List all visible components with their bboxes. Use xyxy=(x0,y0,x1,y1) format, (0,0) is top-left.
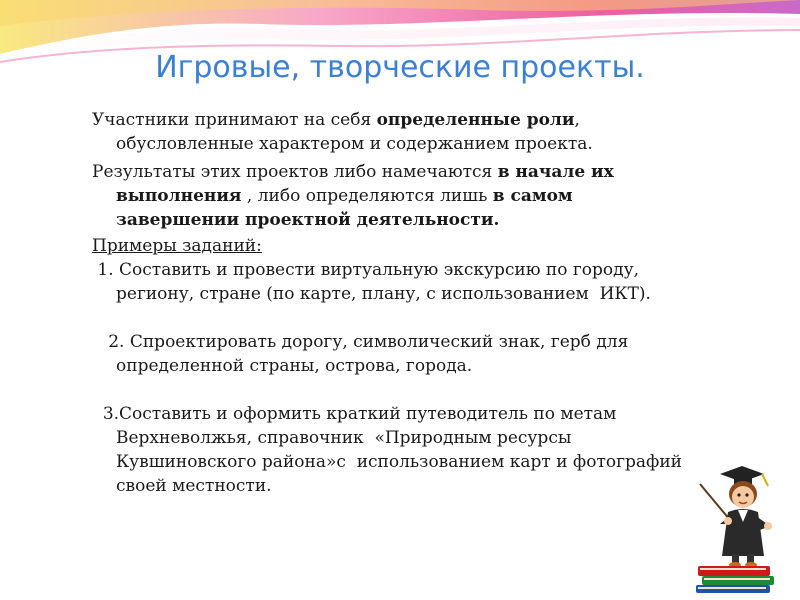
p1-bold-roles: определенные роли xyxy=(376,110,575,130)
teacher-with-pointer-on-books-icon xyxy=(690,464,785,594)
examples-heading: Примеры заданий: xyxy=(92,236,262,256)
spacer xyxy=(92,306,692,330)
p1-text-1: Участники принимают на себя xyxy=(92,110,377,130)
example-item-1: 1. Составить и провести виртуальную экскурсию по городу, региону, стране (по карте, плану, с использованием ИКТ). xyxy=(92,260,651,304)
slide-title: Игровые, творческие проекты. xyxy=(155,50,645,85)
p2-text-2: , либо определяются лишь xyxy=(241,186,493,206)
p2-text-1: Результаты этих проектов либо намечаются xyxy=(92,162,498,182)
paragraph-participants xyxy=(92,108,692,156)
slide-body xyxy=(92,108,692,498)
p2-bold-start: в начале их выполнения xyxy=(116,162,614,206)
p2-bold-end: в самом завершении проектной деятельности. xyxy=(116,186,573,230)
spacer xyxy=(92,378,692,402)
p1-text-2: , обусловленные характером и содержанием проекта. xyxy=(116,110,593,154)
example-item-3: 3.Составить и оформить краткий путеводитель по метам Верхневолжья, справочник «Природным ресурсы Кувшиновского района»с использованием карт и фотографий своей местности. xyxy=(92,404,693,496)
paragraph-results xyxy=(92,160,692,232)
example-item-2: 2. Спроектировать дорогу, символический знак, герб для определенной страны, острова, города. xyxy=(92,332,634,376)
